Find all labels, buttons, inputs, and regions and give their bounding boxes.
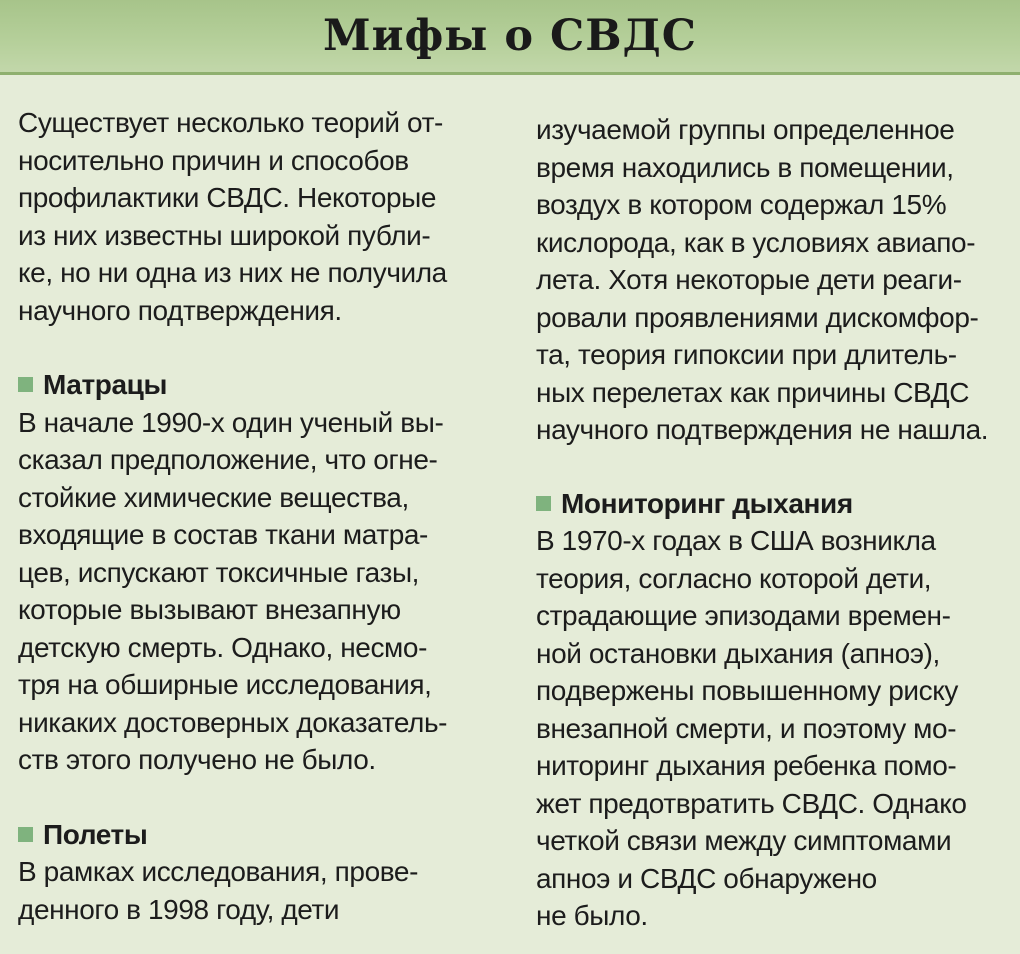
left-column [18,104,488,928]
section-heading [18,366,488,404]
text-line: денного в 1998 году, дети [18,893,340,925]
section-flights [18,816,488,929]
text-line: ке, но ни одна из них не получила [18,257,447,288]
text-line: лета. Хотя некоторые дети реаги- [536,264,962,295]
text-line: цев, испускают токсичные газы, [18,556,420,588]
text-line: та, теория гипоксии при длитель- [536,339,957,370]
text-line: В 1970-х годах в США возникла [536,525,936,556]
text-line: никаких достоверных доказатель- [18,706,448,738]
text-line: внезапной смерти, и поэтому мо- [536,712,957,744]
text-line: В рамках исследования, прове- [18,856,419,887]
intro-paragraph [18,104,488,329]
square-bullet-icon [536,496,551,511]
text-line: подвержены повышенному риску [536,675,959,706]
text-line: из них известны широкой публи- [18,219,431,251]
page-title: Мифы о СВДС [322,11,698,61]
text-line: В начале 1990-х один ученый вы- [18,406,444,438]
text-line: детскую смерть. Однако, несмо- [18,631,427,663]
flights-continued-paragraph [536,111,1006,449]
text-line: ниторинг дыхания ребенка помо- [536,750,957,781]
text-line: страдающие эпизодами времен- [536,600,951,631]
text-line: не было. [536,900,648,931]
text-line: Существует несколько теорий от- [18,107,443,138]
text-line: которые вызывают внезапную [18,594,401,625]
text-line: ровали проявлениями дискомфор- [536,301,979,333]
section-heading [536,485,1006,523]
text-line: стойкие химические вещества, [18,481,409,513]
text-line: воздух в котором содержал 15% [536,189,947,220]
text-line: носительно причин и способов [18,144,409,176]
text-line: время находились в помещении, [536,151,954,183]
square-bullet-icon [18,377,33,392]
right-column [536,111,1006,935]
section-mattresses [18,366,488,779]
text-line: жет предотвратить СВДС. Однако [536,787,967,819]
text-line: научного подтверждения. [18,294,342,326]
text-line: ных перелетах как причины СВДС [536,376,970,408]
square-bullet-icon [18,827,33,842]
header-bar [0,0,1020,75]
text-line: профилактики СВДС. Некоторые [18,182,437,213]
section-heading-label: Мониторинг дыхания [561,487,853,519]
text-line: кислорода, как в условиях авиапо- [536,226,976,258]
text-line: тря на обширные исследования, [18,669,432,700]
text-line: научного подтверждения не нашла. [536,414,989,445]
text-line: изучаемой группы определенное [536,114,955,145]
section-breathing-monitoring [536,485,1006,935]
text-line: входящие в состав ткани матра- [18,519,428,550]
section-heading-label: Полеты [43,818,148,850]
text-line: апноэ и СВДС обнаружено [536,862,877,894]
section-heading-label: Матрацы [43,369,167,400]
text-line: сказал предположение, что огне- [18,444,438,475]
text-line: четкой связи между симптомами [536,825,952,856]
text-line: теория, согласно которой дети, [536,562,932,594]
section-heading [18,816,488,854]
text-line: ной остановки дыхания (апноэ), [536,637,940,669]
text-line: ств этого получено не было. [18,744,376,775]
